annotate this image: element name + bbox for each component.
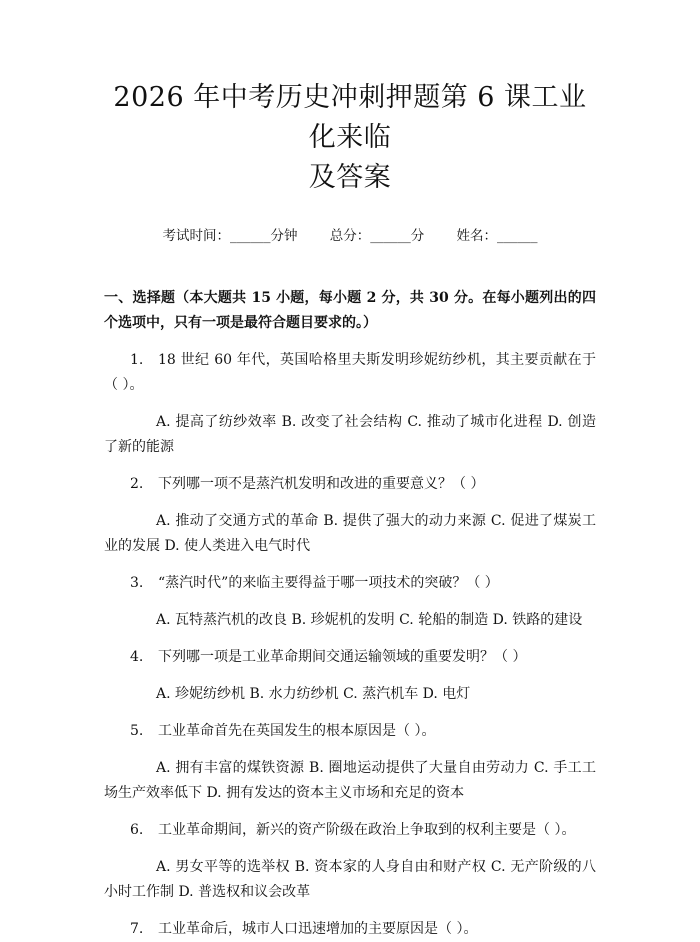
question-3 bbox=[104, 571, 596, 596]
question-number: 5. bbox=[130, 723, 144, 739]
exam-time-blank[interactable]: ______ bbox=[229, 228, 271, 244]
question-number: 2. bbox=[130, 476, 144, 492]
question-stem: 工业革命期间，新兴的资产阶级在政治上争取到的权利主要是（ ）。 bbox=[158, 822, 576, 838]
student-name-label: 姓名： bbox=[456, 228, 498, 244]
question-stem: 工业革命首先在英国发生的根本原因是（ ）。 bbox=[158, 723, 436, 739]
question-4 bbox=[104, 645, 596, 670]
question-2-options: A. 推动了交通方式的革命 B. 提供了强大的动力来源 C. 促进了煤炭工业的发展 D. 使人类进入电气时代 bbox=[104, 513, 596, 554]
question-stem: 下列哪一项是工业革命期间交通运输领域的重要发明？（ ） bbox=[158, 649, 527, 665]
question-stem: 18 世纪 60 年代，英国哈格里夫斯发明珍妮纺纱机，其主要贡献在于（ ）。 bbox=[104, 352, 596, 393]
question-number: 7. bbox=[130, 921, 144, 937]
question-4-options: A. 珍妮纺纱机 B. 水力纺纱机 C. 蒸汽机车 D. 电灯 bbox=[156, 686, 471, 702]
page-title bbox=[104, 78, 596, 198]
total-score-field bbox=[330, 228, 425, 244]
question-6-options: A. 男女平等的选举权 B. 资本家的人身自由和财产权 C. 无产阶级的八小时工作制 D. 普选权和议会改革 bbox=[104, 859, 596, 900]
question-6 bbox=[104, 818, 596, 843]
question-number: 4. bbox=[130, 649, 144, 665]
exam-time-field bbox=[162, 228, 297, 244]
question-5 bbox=[104, 719, 596, 744]
total-score-unit: 分 bbox=[410, 228, 425, 244]
question-2 bbox=[104, 472, 596, 497]
question-5-options: A. 拥有丰富的煤铁资源 B. 圈地运动提供了大量自由劳动力 C. 手工工场生产效率低下 D. 拥有发达的资本主义市场和充足的资本 bbox=[104, 760, 596, 801]
question-number: 3. bbox=[130, 575, 144, 591]
question-1 bbox=[104, 348, 596, 398]
exam-time-label: 考试时间： bbox=[162, 228, 230, 244]
question-stem: 下列哪一项不是蒸汽机发明和改进的重要意义？（ ） bbox=[158, 476, 485, 492]
question-3-options: A. 瓦特蒸汽机的改良 B. 珍妮机的发明 C. 轮船的制造 D. 铁路的建设 bbox=[156, 612, 583, 628]
question-stem: “蒸汽时代”的来临主要得益于哪一项技术的突破？（ ） bbox=[158, 575, 499, 591]
exam-time-unit: 分钟 bbox=[270, 228, 298, 244]
title-line-2: 及答案 bbox=[308, 162, 392, 193]
student-name-blank[interactable]: ______ bbox=[497, 228, 538, 244]
question-7 bbox=[104, 917, 596, 942]
total-score-blank[interactable]: ______ bbox=[370, 228, 411, 244]
question-list bbox=[104, 348, 596, 942]
question-number: 1. bbox=[130, 352, 144, 368]
student-name-field bbox=[457, 228, 538, 244]
title-line-1: 2026 年中考历史冲刺押题第 6 课工业化来临 bbox=[113, 82, 587, 153]
question-stem: 工业革命后，城市人口迅速增加的主要原因是（ ）。 bbox=[158, 921, 478, 937]
question-1-options: A. 提高了纺纱效率 B. 改变了社会结构 C. 推动了城市化进程 D. 创造了新的能源 bbox=[104, 414, 596, 455]
section-heading: 一、选择题（本大题共 15 小题，每小题 2 分，共 30 分。在每小题列出的四个选项中，只有一项是最符合题目要求的。） bbox=[104, 290, 596, 331]
question-number: 6. bbox=[130, 822, 144, 838]
exam-meta-row bbox=[104, 226, 596, 246]
total-score-label: 总分： bbox=[329, 228, 371, 244]
